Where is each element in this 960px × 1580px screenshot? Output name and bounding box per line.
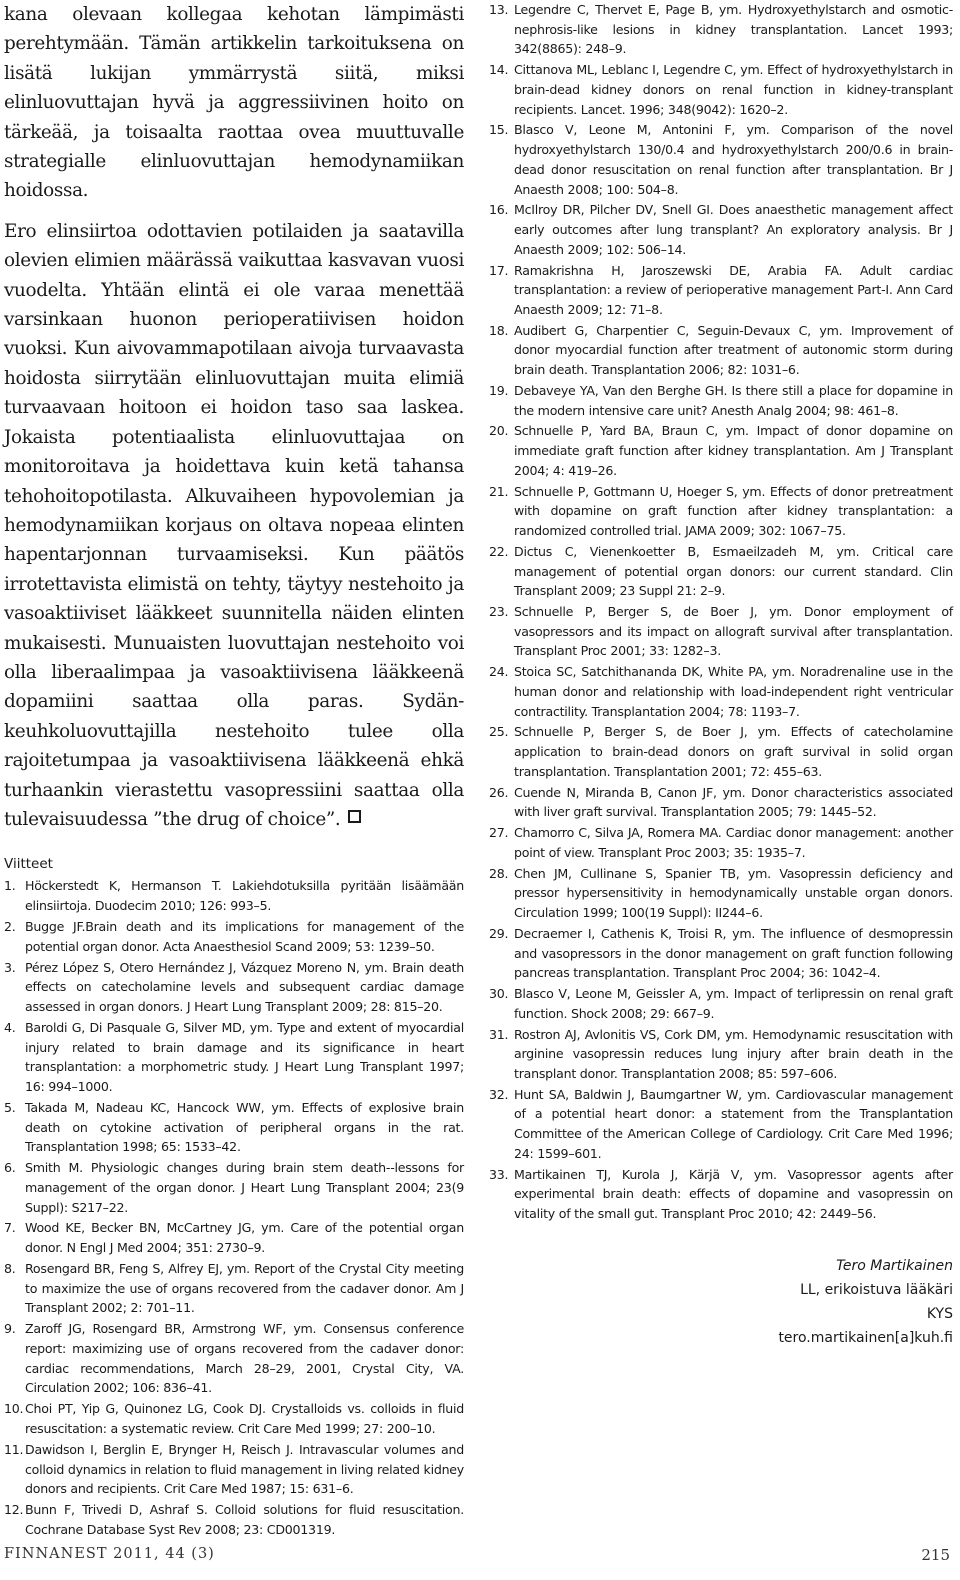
- reference-item: [4, 876, 464, 915]
- author-email: tero.martikainen[a]kuh.fi: [778, 1329, 953, 1346]
- reference-item: [4, 958, 464, 1017]
- reference-number: 20.: [489, 423, 509, 439]
- reference-item: [489, 482, 953, 541]
- reference-number: 24.: [489, 664, 509, 680]
- reference-text: Legendre C, Thervet E, Page B, ym. Hydroxyethylstarch and osmotic-nephrosis-like lesions in kidney transplantation. Lancet 1993; 342(8865): 248–9.: [514, 2, 953, 57]
- article-paragraph-2: [4, 217, 464, 835]
- article-paragraph-1: kana olevaan kollegaa kehotan lämpimästi perehtymään. Tämän artikkelin tarkoituksena on lisätä lukijan ymmärrystä siitä, miksi elinluovuttajan hyvä ja aggressiivinen hoito on tärkeää, ja toisaalta raottaa ovea muuttuvalle strategialle elinluovuttajan hemodynamiikan hoidossa.: [4, 4, 464, 202]
- author-signature: [489, 1254, 953, 1350]
- reference-item: [4, 1218, 464, 1257]
- right-column: [489, 0, 953, 1350]
- reference-item: [489, 200, 953, 259]
- reference-text: Rostron AJ, Avlonitis VS, Cork DM, ym. Hemodynamic resuscitation with arginine vasopressin reduces lung injury after brain death in the transplant donor. Transplantation 2008; 85: 597–606.: [514, 1026, 953, 1081]
- reference-number: 22.: [489, 543, 509, 559]
- reference-number: 30.: [489, 986, 509, 1002]
- reference-text: Bugge JF.Brain death and its implications for management of the potential organ donor. Acta Anaesthesiol Scand 2009; 53: 1239–50.: [25, 918, 464, 954]
- reference-number: 16.: [489, 202, 509, 218]
- reference-text: Stoica SC, Satchithananda DK, White PA, ym. Noradrenaline use in the human donor and relationship with load-independent right ventricular contractility. Transplantation 2004; 78: 1193–7.: [514, 664, 953, 719]
- reference-number: 28.: [489, 865, 509, 881]
- reference-text: Zaroff JG, Rosengard BR, Armstrong WF, ym. Consensus conference report: maximizing use of organs recovered from the cadaver donor: cardiac recommendations, March 28–29, 2001, Crystal City, VA. Circulation 2002; 106: 836–41.: [25, 1321, 464, 1396]
- reference-item: [4, 917, 464, 956]
- references-heading: Viitteet: [4, 856, 53, 873]
- reference-text: Debaveye YA, Van den Berghe GH. Is there still a place for dopamine in the modern intensive care unit? Anesth Analg 2004; 98: 461–8.: [514, 382, 953, 418]
- reference-text: McIlroy DR, Pilcher DV, Snell GI. Does anaesthetic management affect early outcomes after lung transplant? An exploratory analysis. Br J Anaesth 2009; 102: 506–14.: [514, 202, 953, 257]
- reference-text: Martikainen TJ, Kurola J, Kärjä V, ym. Vasopressor agents after experimental brain death: effects of dopamine and vasopressin on vitality of the small gut. Transplant Proc 2010; 42: 2449–56.: [514, 1166, 953, 1222]
- reference-text: Decraemer I, Cathenis K, Troisi R, ym. The influence of desmopressin and vasopressors in the donor management on graft function following pancreas transplantation. Transplant Proc 2004; 36: 1042–4.: [514, 925, 953, 981]
- reference-text: Cittanova ML, Leblanc I, Legendre C, ym. Effect of hydroxyethylstarch in brain-dead kidney donors on renal function in kidney-transplant recipients. Lancet. 1996; 348(9042): 1620–2.: [514, 62, 953, 117]
- reference-text: Schnuelle P, Yard BA, Braun C, ym. Impact of donor dopamine on immediate graft function after kidney transplantation. Am J Transplant 2004; 4: 419–26.: [514, 423, 953, 478]
- references-list-right: [489, 0, 953, 1224]
- article-body: [4, 0, 464, 834]
- reference-text: Choi PT, Yip G, Quinonez LG, Cook DJ. Crystalloids vs. colloids in fluid resuscitation: a systematic review. Crit Care Med 1999; 27: 200–10.: [25, 1401, 464, 1437]
- reference-text: Blasco V, Leone M, Geissler A, ym. Impact of terlipressin on renal graft function. Shock 2008; 29: 667–9.: [514, 986, 953, 1021]
- end-of-article-mark: [348, 810, 361, 823]
- reference-text: Höckerstedt K, Hermanson T. Lakiehdotuksilla pyritään lisäämään elinsiirtoja. Duodecim 2010; 126: 993–5.: [25, 878, 464, 914]
- reference-number: 9.: [4, 1321, 16, 1337]
- reference-item: [4, 1319, 464, 1398]
- reference-number: 11.: [4, 1441, 24, 1457]
- reference-item: [489, 1165, 953, 1224]
- reference-number: 25.: [489, 724, 509, 740]
- reference-text: Audibert G, Charpentier C, Seguin-Devaux C, ym. Improvement of donor myocardial function after treatment of autonomic storm during brain death. Transplantation 2006; 82: 1031–6.: [514, 322, 953, 378]
- reference-item: [4, 1158, 464, 1217]
- reference-number: 21.: [489, 483, 509, 499]
- reference-number: 4.: [4, 1019, 16, 1035]
- reference-text: Dawidson I, Berglin E, Brynger H, Reisch J. Intravascular volumes and colloid dynamics in relation to fluid management in living related kidney donors and recipients. Crit Care Med 1987; 15: 631–6.: [25, 1441, 464, 1497]
- reference-text: Ramakrishna H, Jaroszewski DE, Arabia FA. Adult cardiac transplantation: a review of perioperative management Part-I. Ann Card Anaesth 2009; 12: 71–8.: [514, 262, 953, 317]
- reference-text: Pérez López S, Otero Hernández J, Vázquez Moreno N, ym. Brain death effects on catecholamine levels and subsequent cardiac damage assessed in organ donors. J Heart Lung Transplant 2009; 28: 815–20.: [25, 959, 464, 1014]
- reference-number: 23.: [489, 604, 509, 620]
- reference-item: [489, 662, 953, 721]
- reference-number: 19.: [489, 382, 509, 398]
- reference-item: [489, 542, 953, 601]
- reference-item: [4, 1500, 464, 1539]
- article-paragraph-2-text: Ero elinsiirtoa odottavien potilaiden ja saatavilla olevien elimien määrässä vaikuttaa kasvavan vuosi vuodelta. Yhtään elintä ei ole varaa menettää varsinkaan huonon perioperatiivisen hoidon vuoksi. Kun aivovammapotilaan aivoja turvaavasta hoidosta siirrytään elinluovuttajan muita elimiä turvaavaan hoitoon ei hoidon taso saa laskea. Jokaista potentiaalista elinluovuttajaa on monitoroitava ja hoidettava kuin ketä tahansa tehohoitopotilasta. Alkuvaiheen hypovolemian ja hemodynamiikan korjaus on oltava nopeaa elinten hapentarjonnan turvaamiseksi. Kun päätös irrotettavista elimistä on tehty, täytyy nestehoito ja vasoaktiiviset lääkkeet suunnitella näiden elinten mukaisesti. Munuaisten luovuttajan nestehoito voi olla liberaalimpaa ja vasoaktiivisena lääkkeenä dopamiini saattaa olla paras. Sydän-keuhkoluovuttajilla nestehoito tulee olla rajoitetumpaa ja vasoaktiivisena lääkkeenä ehkä turhaankin vierastettu vasopressiini saattaa olla tulevaisuudessa ”the drug of choice”.: [4, 220, 464, 830]
- reference-item: [489, 984, 953, 1023]
- reference-item: [489, 1085, 953, 1164]
- reference-item: [4, 1399, 464, 1438]
- reference-item: [489, 602, 953, 661]
- reference-text: Rosengard BR, Feng S, Alfrey EJ, ym. Report of the Crystal City meeting to maximize the use of organs recovered from the cadaver donor. Am J Transplant 2002; 2: 701–11.: [25, 1261, 464, 1316]
- reference-number: 33.: [489, 1166, 509, 1182]
- reference-number: 13.: [489, 2, 509, 17]
- reference-text: Cuende N, Miranda B, Canon JF, ym. Donor characteristics associated with liver graft survival. Transplantation 2005; 79: 1445–52.: [514, 784, 953, 820]
- reference-text: Hunt SA, Baldwin J, Baumgartner W, ym. Cardiovascular management of a potential heart donor: a statement from the Transplantation Committee of the American College of Cardiology. Crit Care Med 1996; 24: 1599–601.: [514, 1086, 953, 1161]
- reference-item: [489, 722, 953, 781]
- reference-text: Smith M. Physiologic changes during brain stem death--lessons for management of the organ donor. J Heart Lung Transplant 2004; 23(9 Suppl): S217–22.: [25, 1160, 464, 1215]
- reference-item: [489, 60, 953, 119]
- reference-text: Blasco V, Leone M, Antonini F, ym. Comparison of the novel hydroxyethylstarch 130/0.4 and hydroxyethylstarch 200/0.6 in brain-dead donor resuscitation on renal function after transplantation. Br J Anaesth 2008; 100: 504–8.: [514, 122, 953, 197]
- reference-text: Schnuelle P, Gottmann U, Hoeger S, ym. Effects of donor pretreatment with dopamine on graft function after kidney transplantation: a randomized controlled trial. JAMA 2009; 302: 1067–75.: [514, 483, 953, 539]
- reference-number: 15.: [489, 122, 509, 138]
- reference-number: 5.: [4, 1099, 16, 1115]
- reference-number: 10.: [4, 1401, 24, 1417]
- reference-item: [489, 864, 953, 923]
- reference-text: Takada M, Nadeau KC, Hancock WW, ym. Effects of explosive brain death on cytokine activation of peripheral organs in the rat. Transplantation 1998; 65: 1533–42.: [25, 1099, 464, 1155]
- reference-number: 12.: [4, 1502, 24, 1518]
- reference-item: [4, 1440, 464, 1499]
- reference-number: 18.: [489, 322, 509, 338]
- reference-item: [489, 0, 953, 59]
- reference-number: 29.: [489, 925, 509, 941]
- reference-number: 26.: [489, 784, 509, 800]
- reference-number: 27.: [489, 825, 509, 841]
- reference-number: 2.: [4, 918, 16, 934]
- reference-item: [489, 924, 953, 983]
- reference-number: 1.: [4, 878, 16, 894]
- reference-number: 3.: [4, 959, 16, 975]
- reference-text: Chen JM, Cullinane S, Spanier TB, ym. Vasopressin deficiency and pressor hypersensitivity in hemodynamically unstable organ donors. Circulation 1999; 100(19 Suppl): II244–6.: [514, 865, 953, 921]
- author-name: Tero Martikainen: [836, 1257, 953, 1274]
- reference-item: [489, 783, 953, 822]
- reference-item: [489, 321, 953, 380]
- author-title: LL, erikoistuva lääkäri: [800, 1281, 953, 1298]
- reference-item: [489, 1025, 953, 1084]
- reference-item: [489, 120, 953, 199]
- reference-item: [4, 1098, 464, 1157]
- reference-number: 31.: [489, 1026, 509, 1042]
- reference-text: Schnuelle P, Berger S, de Boer J, ym. Donor employment of vasopressors and its impact on allograft survival after transplantation. Transplant Proc 2001; 33: 1282–3.: [514, 604, 953, 659]
- reference-text: Dictus C, Vienenkoetter B, Esmaeilzadeh M, ym. Critical care management of potential organ donors: our current standard. Clin Transplant 2009; 23 Suppl 21: 2–9.: [514, 543, 953, 599]
- reference-text: Wood KE, Becker BN, McCartney JG, ym. Care of the potential organ donor. N Engl J Med 2004; 351: 2730–9.: [25, 1220, 464, 1256]
- reference-text: Bunn F, Trivedi D, Ashraf S. Colloid solutions for fluid resuscitation. Cochrane Database Syst Rev 2008; 23: CD001319.: [25, 1502, 464, 1537]
- reference-number: 14.: [489, 62, 509, 78]
- reference-number: 17.: [489, 262, 509, 278]
- reference-item: [489, 261, 953, 320]
- author-institution: KYS: [926, 1305, 953, 1322]
- reference-number: 8.: [4, 1261, 16, 1277]
- references-list-left: [4, 876, 464, 1539]
- reference-item: [4, 1259, 464, 1318]
- reference-number: 6.: [4, 1160, 16, 1176]
- footer-journal: FINNANEST 2011, 44 (3): [4, 1546, 215, 1562]
- reference-number: 7.: [4, 1220, 16, 1236]
- reference-item: [489, 381, 953, 420]
- reference-item: [4, 1018, 464, 1097]
- reference-number: 32.: [489, 1086, 509, 1102]
- reference-item: [489, 421, 953, 480]
- reference-item: [489, 823, 953, 862]
- reference-text: Schnuelle P, Berger S, de Boer J, ym. Effects of catecholamine application to brain-dead donors on graft survival in solid organ transplantation. Transplantation 2001; 72: 455–63.: [514, 724, 953, 779]
- reference-text: Baroldi G, Di Pasquale G, Silver MD, ym. Type and extent of myocardial injury related to brain damage and its significance in heart transplantation: a morphometric study. J Heart Lung Transplant 1997; 16: 994–1000.: [25, 1019, 464, 1094]
- footer-page-number: 215: [921, 1546, 950, 1564]
- left-column: [4, 0, 464, 1541]
- reference-text: Chamorro C, Silva JA, Romera MA. Cardiac donor management: another point of view. Transplant Proc 2003; 35: 1935–7.: [514, 825, 953, 860]
